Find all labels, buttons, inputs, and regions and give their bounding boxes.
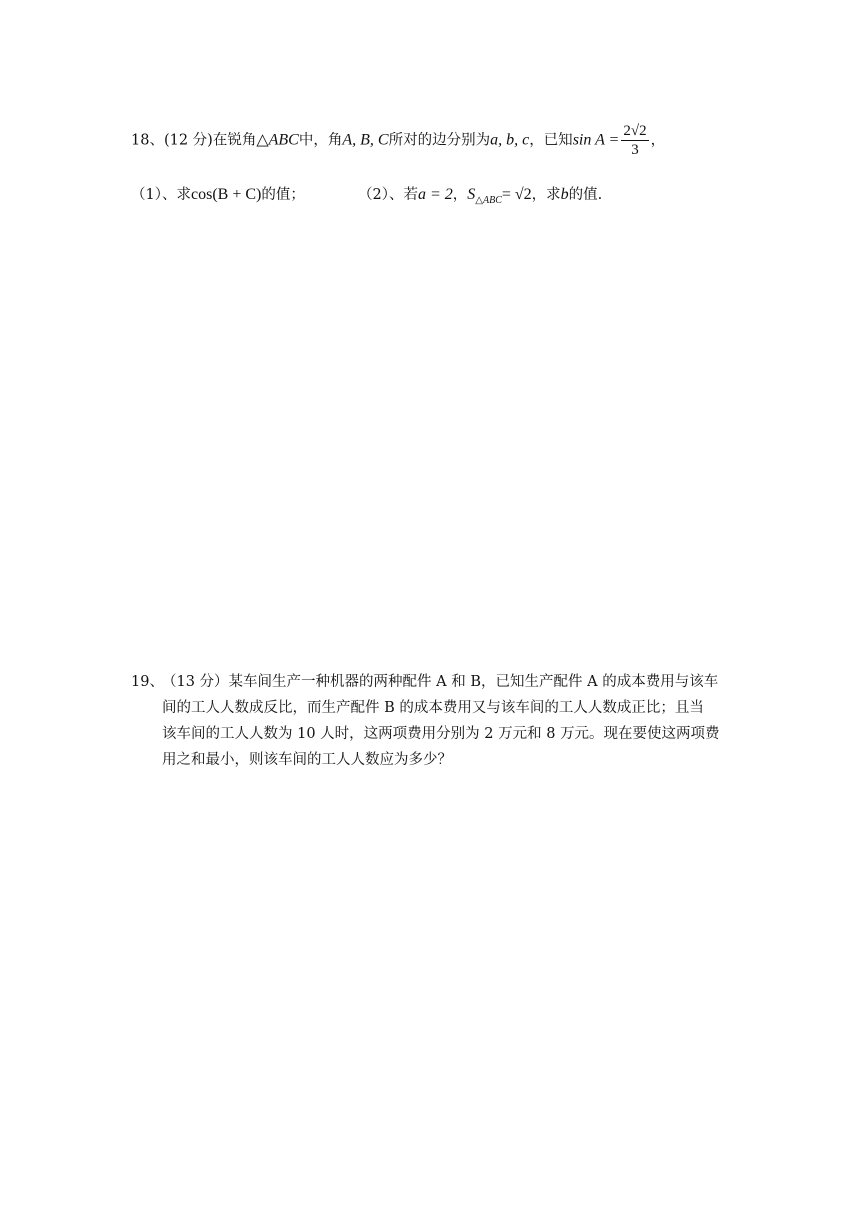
q18-text: 所对的边分别为: [388, 132, 491, 149]
q18-part1-label: （1）、求: [131, 187, 191, 203]
q19-line-3: 该车间的工人人数为 10 人时，这两项费用分别为 2 万元和 8 万元。现在要使这两项费: [162, 726, 720, 742]
q18-part2-var: b: [560, 186, 569, 203]
q18-area-value: = √2: [501, 186, 532, 203]
q18-part1: [131, 182, 305, 208]
q19-number: 19、: [131, 674, 164, 690]
q18-part2-cond: a = 2: [417, 186, 453, 203]
q19-line-1: （13 分）某车间生产一种机器的两种配件 A 和 B，已知生产配件 A 的成本费用与该车: [162, 674, 719, 690]
fraction-numerator: 2√2: [623, 123, 647, 139]
q18-sides: a, b, c: [490, 131, 530, 149]
q18-part2-sep: ，: [452, 187, 468, 203]
q18-part2-ask: ，求: [531, 187, 561, 203]
q18-sin-a: sin A =: [572, 131, 620, 149]
q18-score: (12 分): [163, 132, 213, 149]
q18-part2-label: （2）、若: [358, 187, 418, 203]
q19-line-2: 间的工人人数成反比，而生产配件 B 的成本费用又与该车间的工人人数成正比；且当: [162, 700, 704, 716]
q18-text: 中，角: [298, 132, 343, 149]
q19-line-4: 用之和最小，则该车间的工人人数应为多少？: [162, 752, 452, 768]
q18-text: ，已知: [529, 132, 573, 149]
q18-part1-expr: cos(B + C): [190, 186, 262, 203]
q18-part1-tail: 的值；: [261, 187, 305, 203]
q18-area-subscript: △ABC: [475, 195, 502, 206]
q18-triangle: △ABC: [256, 131, 299, 149]
q18-text: 在锐角: [212, 132, 257, 149]
q18-fraction: [621, 122, 648, 159]
q18-area-symbol: S: [467, 186, 476, 203]
fraction-denominator: 3: [631, 142, 639, 158]
q18-part2-tail: 的值.: [568, 187, 603, 203]
q18-part2: [358, 182, 602, 214]
q18-comma: ，: [650, 132, 666, 149]
q18-number: 18、: [131, 132, 164, 149]
q18-angles: A, B, C: [342, 131, 389, 149]
q18-statement: [131, 122, 665, 159]
